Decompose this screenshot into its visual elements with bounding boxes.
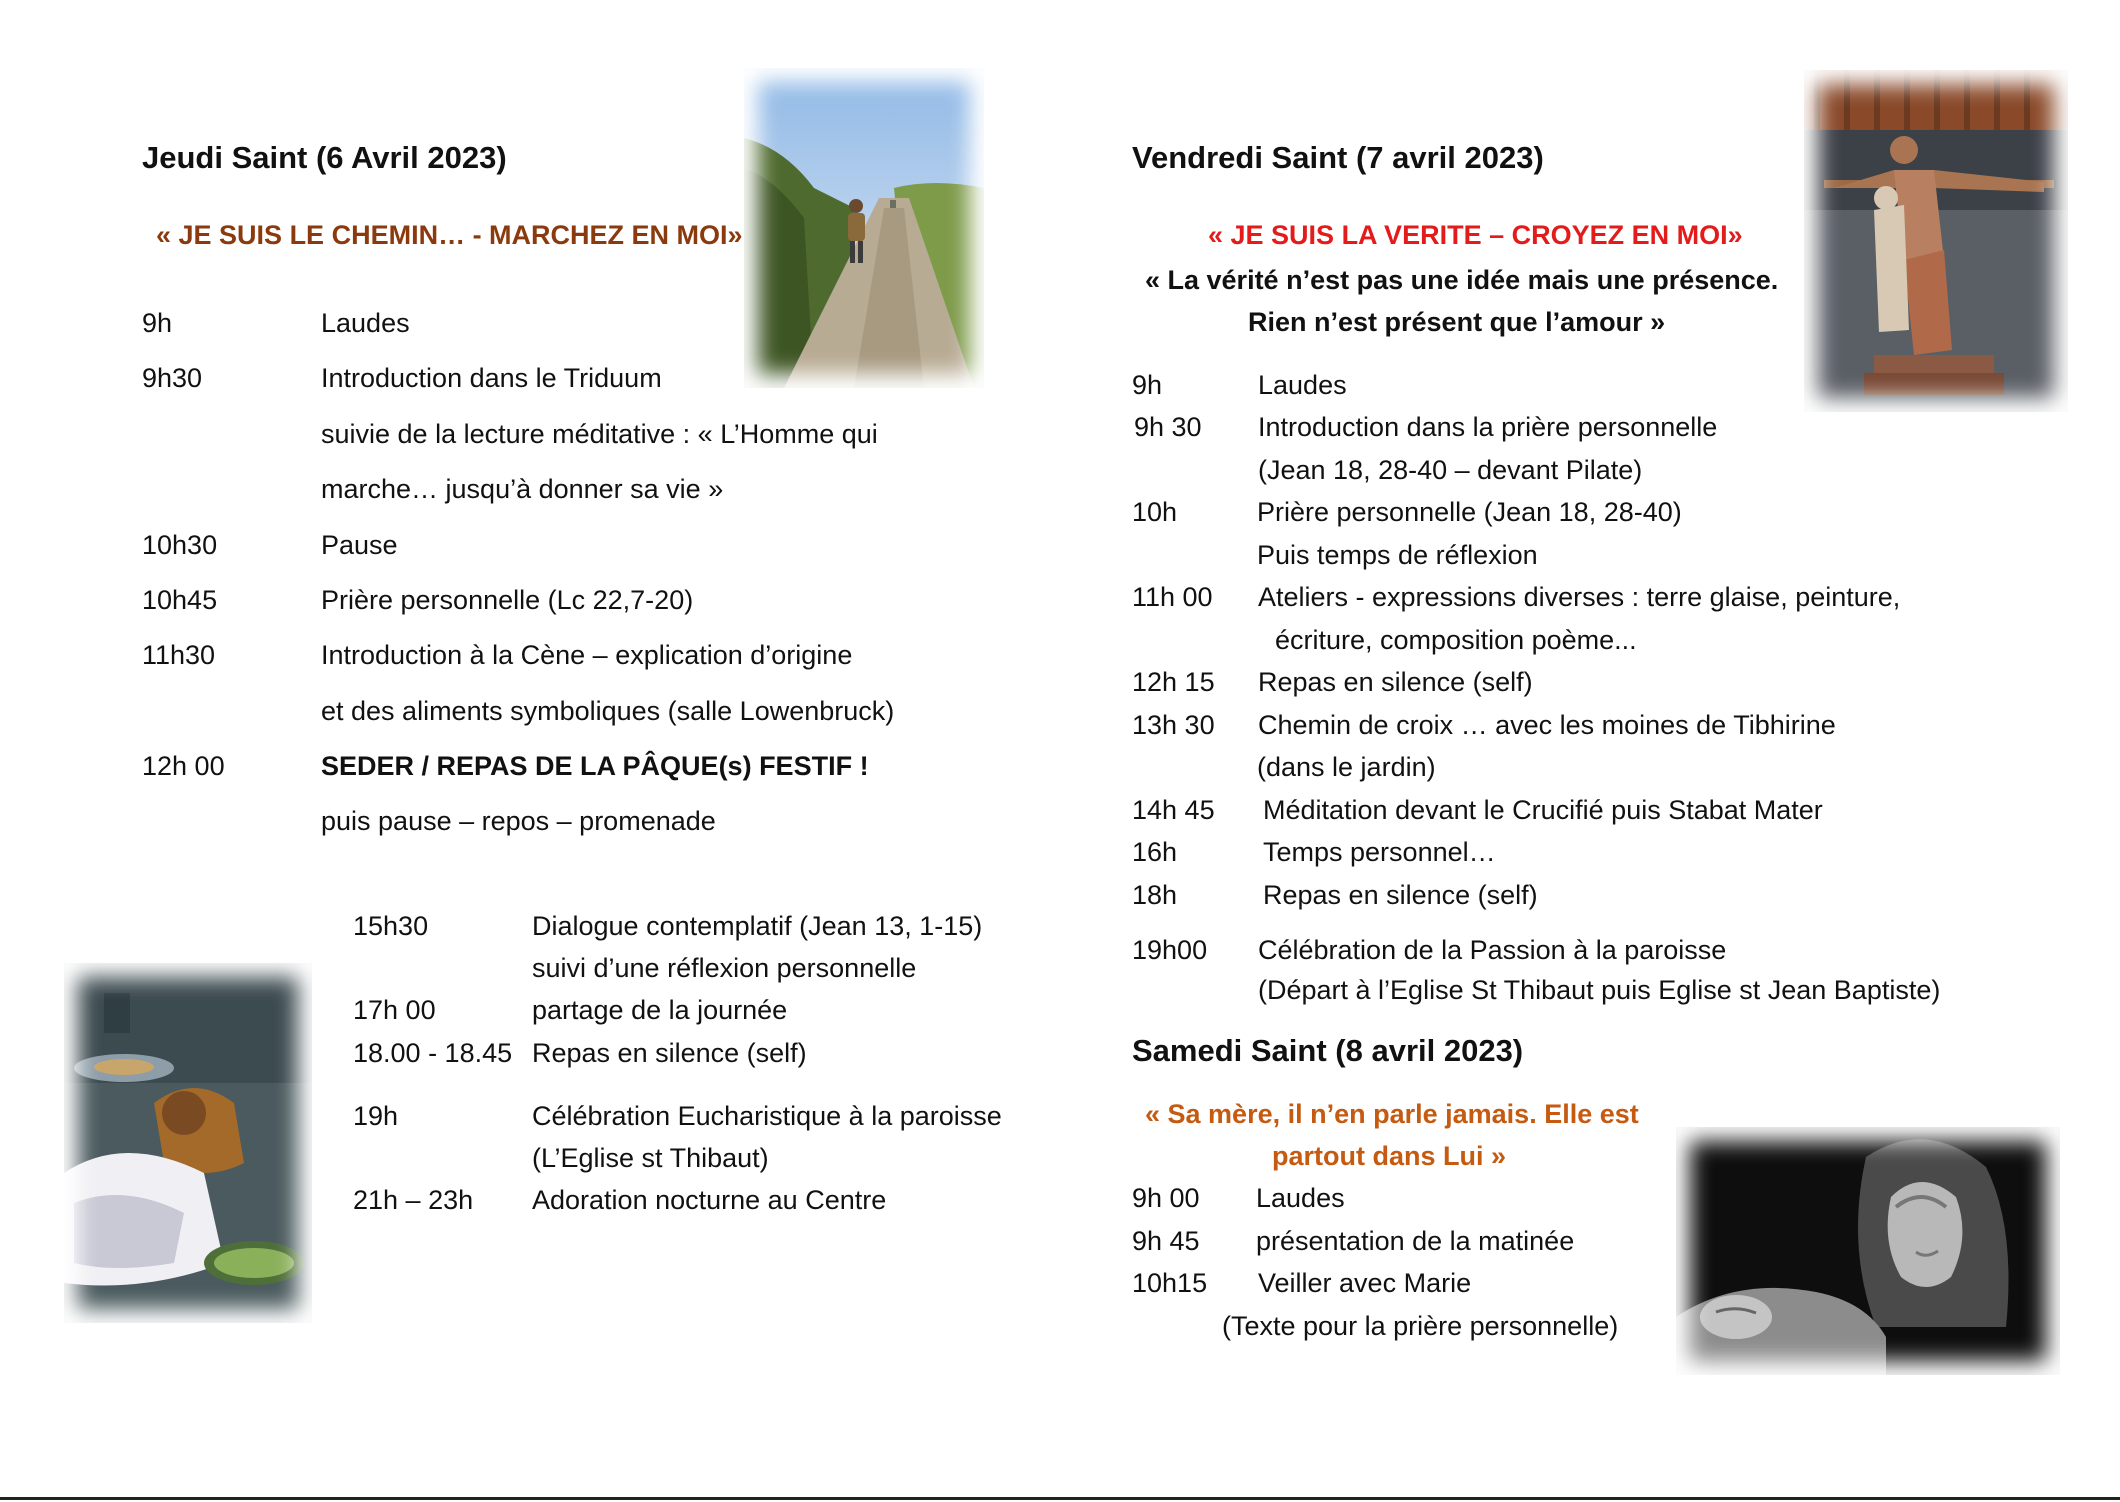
schedule-time: 15h30 (353, 911, 429, 941)
schedule-time: 9h (1132, 370, 1163, 400)
thursday-quote: « JE SUIS LE CHEMIN… - MARCHEZ EN MOI» (156, 220, 743, 250)
schedule-time: 11h30 (142, 640, 216, 670)
schedule-desc: Introduction dans la prière personnelle (1258, 412, 1718, 442)
schedule-time: 16h (1132, 837, 1178, 867)
friday-subquote-2: Rien n’est présent que l’amour » (1248, 307, 1666, 337)
pieta-photo (1676, 1127, 2060, 1375)
schedule-desc: Repas en silence (self) (1258, 667, 1533, 697)
friday-quote: « JE SUIS LA VERITE – CROYEZ EN MOI» (1208, 220, 1743, 250)
schedule-desc: Veiller avec Marie (1258, 1268, 1472, 1298)
schedule-desc: Introduction dans le Triduum (321, 363, 662, 393)
schedule-desc: Repas en silence (self) (532, 1038, 807, 1068)
schedule-desc: Dialogue contemplatif (Jean 13, 1-15) (532, 911, 983, 941)
pieta-illustration (1676, 1127, 2060, 1375)
schedule-desc: Repas en silence (self) (1263, 880, 1538, 910)
schedule-desc: Célébration Eucharistique à la paroisse (532, 1101, 1002, 1131)
schedule-desc: (dans le jardin) (1257, 752, 1436, 782)
saturday-heading: Samedi Saint (8 avril 2023) (1132, 1033, 1524, 1068)
schedule-desc: et des aliments symboliques (salle Lowenbruck) (321, 696, 895, 726)
schedule-desc: Laudes (321, 308, 410, 338)
schedule-time: 9h 00 (1132, 1183, 1200, 1213)
path-walk-photo (744, 68, 984, 388)
last-supper-illustration (64, 963, 312, 1323)
schedule-desc: Puis temps de réflexion (1257, 540, 1538, 570)
schedule-desc: marche… jusqu’à donner sa vie » (321, 474, 724, 504)
schedule-time: 9h 30 (1134, 412, 1202, 442)
schedule-desc: partage de la journée (532, 995, 788, 1025)
schedule-time: 9h (142, 308, 173, 338)
schedule-time: 21h – 23h (353, 1185, 474, 1215)
schedule-time: 12h 15 (1132, 667, 1215, 697)
schedule-desc: Méditation devant le Crucifié puis Stabat Mater (1263, 795, 1823, 825)
schedule-desc: Ateliers - expressions diverses : terre glaise, peinture, (1258, 582, 1901, 612)
schedule-desc: Adoration nocturne au Centre (532, 1185, 887, 1215)
schedule-desc: Prière personnelle (Lc 22,7-20) (321, 585, 694, 615)
schedule-time: 9h30 (142, 363, 203, 393)
last-supper-painting (64, 963, 312, 1323)
schedule-time: 18h (1132, 880, 1178, 910)
schedule-time: 18.00 - 18.45 (353, 1038, 513, 1068)
schedule-desc: Temps personnel… (1263, 837, 1496, 867)
schedule-time: 14h 45 (1132, 795, 1215, 825)
schedule-desc: présentation de la matinée (1256, 1226, 1575, 1256)
friday-subquote-1: « La vérité n’est pas une idée mais une présence. (1145, 265, 1779, 295)
schedule-time: 17h 00 (353, 995, 436, 1025)
schedule-desc: (Jean 18, 28-40 – devant Pilate) (1258, 455, 1643, 485)
schedule-desc: écriture, composition poème... (1275, 625, 1637, 655)
schedule-time: 10h30 (142, 530, 218, 560)
thursday-heading: Jeudi Saint (6 Avril 2023) (142, 140, 507, 175)
crucifix-photo (1804, 70, 2068, 412)
schedule-desc: Laudes (1256, 1183, 1345, 1213)
schedule-desc: Introduction à la Cène – explication d’origine (321, 640, 853, 670)
schedule-time: 10h (1132, 497, 1178, 527)
saturday-quote-2: partout dans Lui » (1272, 1141, 1507, 1171)
schedule-desc: suivie de la lecture méditative : « L’Homme qui (321, 419, 878, 449)
schedule-time: 19h00 (1132, 935, 1208, 965)
schedule-time: 9h 45 (1132, 1226, 1200, 1256)
path-walk-illustration (744, 68, 984, 388)
schedule-time: 10h15 (1132, 1268, 1208, 1298)
schedule-desc: (Départ à l’Eglise St Thibaut puis Eglise st Jean Baptiste) (1258, 975, 1941, 1005)
schedule-time: 10h45 (142, 585, 218, 615)
schedule-desc: SEDER / REPAS DE LA PÂQUE(s) FESTIF ! (321, 751, 869, 781)
schedule-desc: suivi d’une réflexion personnelle (532, 953, 917, 983)
friday-heading: Vendredi Saint (7 avril 2023) (1132, 140, 1544, 175)
schedule-time: 13h 30 (1132, 710, 1215, 740)
schedule-desc: Prière personnelle (Jean 18, 28-40) (1257, 497, 1682, 527)
schedule-desc: (L’Eglise st Thibaut) (532, 1143, 769, 1173)
schedule-desc: Pause (321, 530, 398, 560)
schedule-time: 11h 00 (1132, 582, 1213, 612)
schedule-time: 19h (353, 1101, 399, 1131)
saturday-note: (Texte pour la prière personnelle) (1222, 1311, 1619, 1341)
schedule-desc: Célébration de la Passion à la paroisse (1258, 935, 1727, 965)
schedule-desc: Laudes (1258, 370, 1347, 400)
schedule-desc: puis pause – repos – promenade (321, 806, 716, 836)
crucifix-illustration (1804, 70, 2068, 412)
schedule-time: 12h 00 (142, 751, 225, 781)
schedule-desc: Chemin de croix … avec les moines de Tibhirine (1258, 710, 1836, 740)
bottom-border (0, 1497, 2120, 1500)
saturday-quote-1: « Sa mère, il n’en parle jamais. Elle est (1145, 1099, 1639, 1129)
